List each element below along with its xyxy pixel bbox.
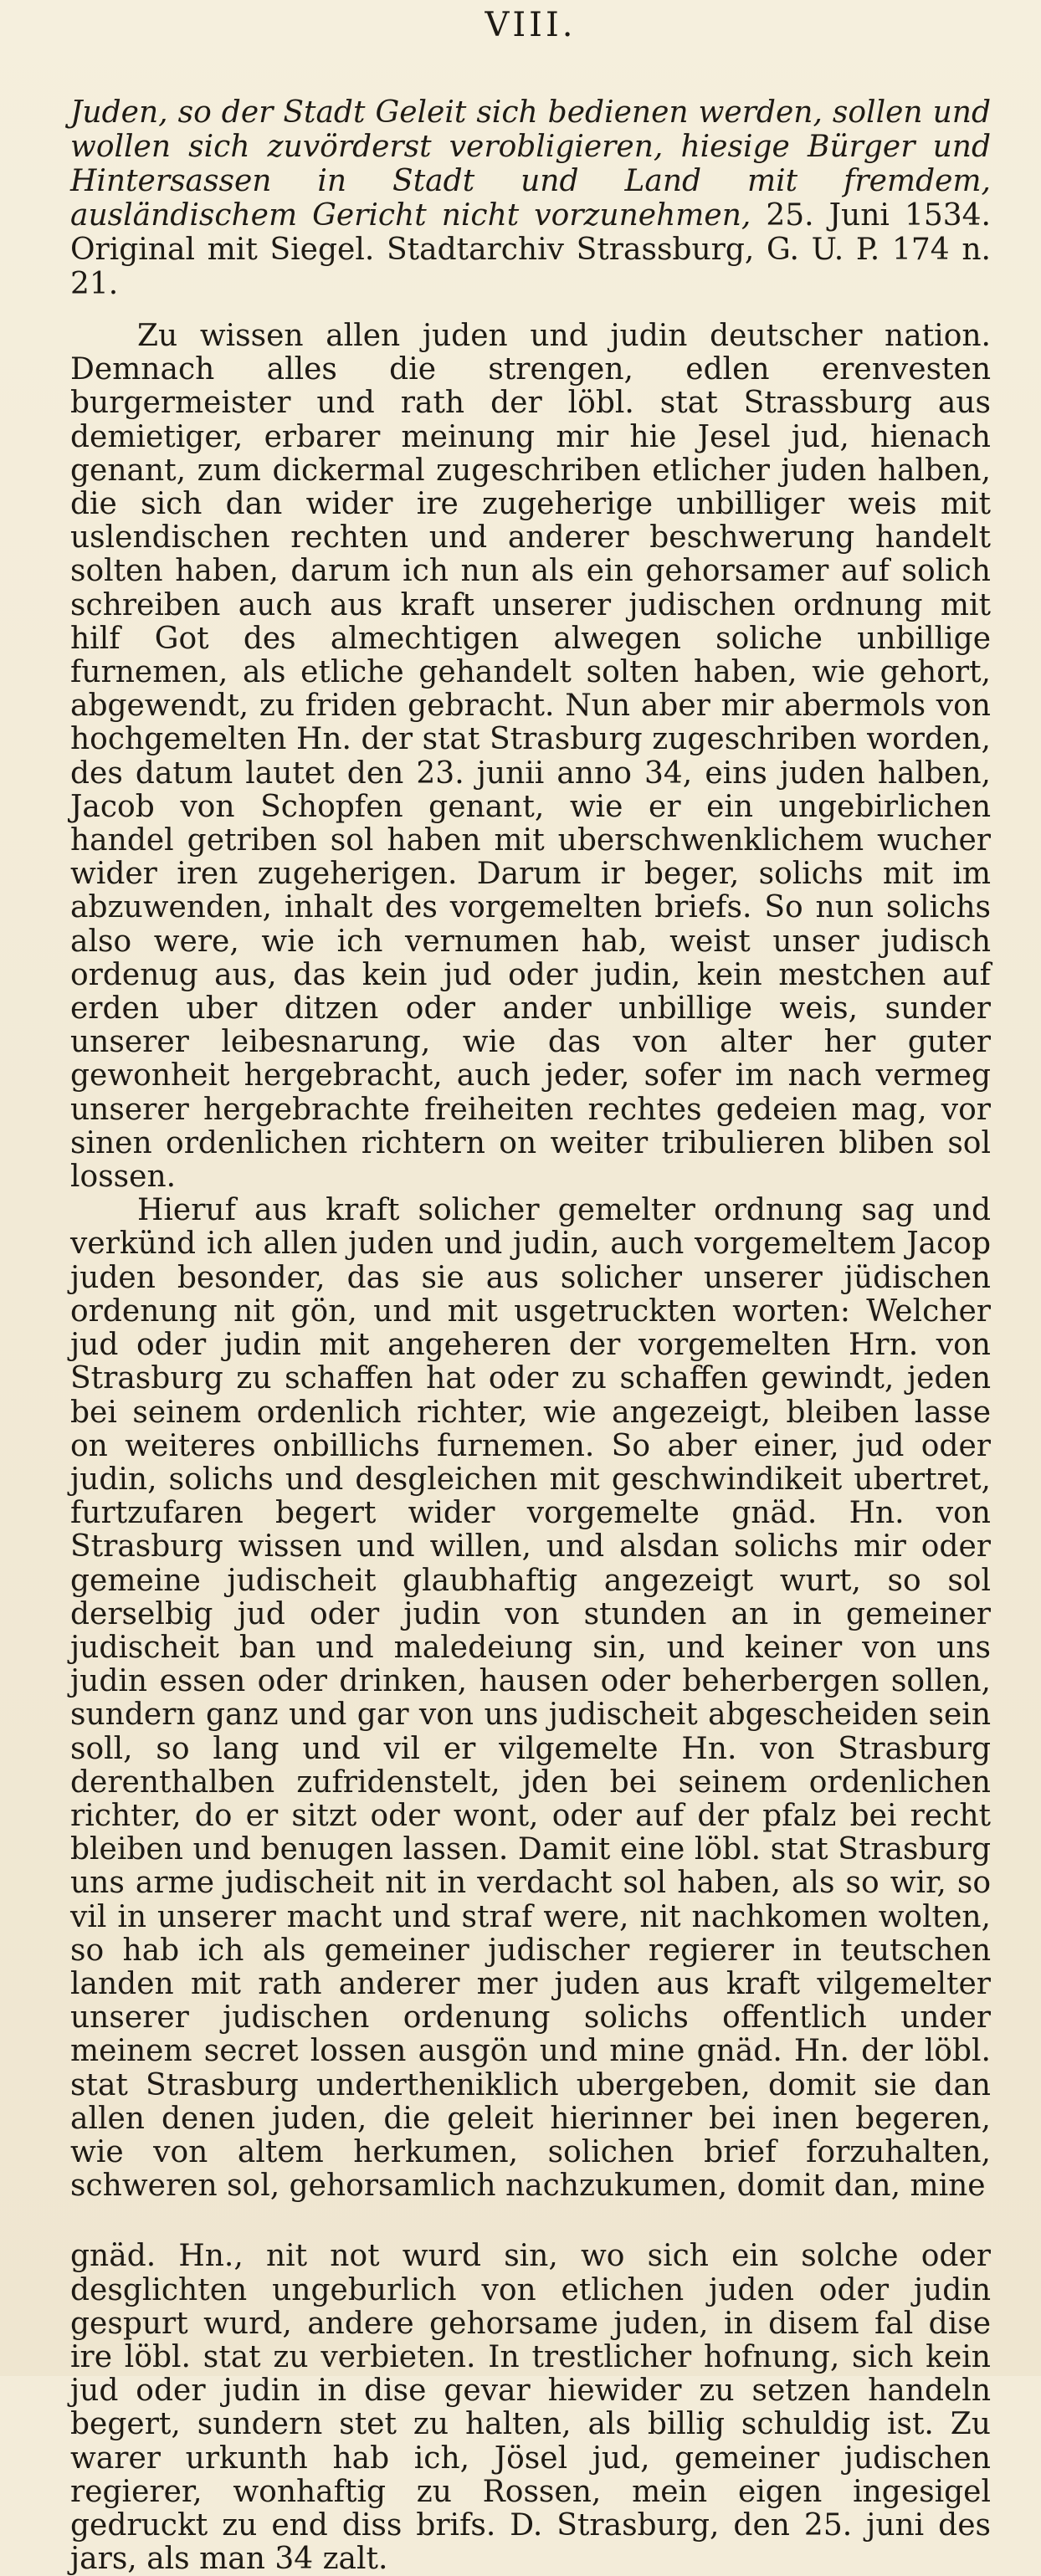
heading-source: 25. Juni 1534. Original mit Siegel. Stadtarchiv Strassburg, G. U. P. 174 n. 21. [70, 198, 991, 301]
document-body [70, 320, 991, 2576]
paragraph-1: Zu wissen allen juden und judin deutscher nation. Demnach alles die strengen, edlen erenvesten burgermeister und rath der löbl. stat Strassburg aus demietiger, erbarer meinung mir hie Jesel jud, hienach genant, zum dickermal zugeschriben etlicher juden halben, die sich dan wider ire zugeherige unbilliger weis mit uslendischen rechten und anderer beschwerung handelt solten haben, darum ich nun als ein gehorsamer auf solich schreiben auch aus kraft unserer judischen ordnung mit hilf Got des almechtigen alwegen soliche unbillige furnemen, als etliche gehandelt solten haben, wie gehort, abgewendt, zu friden gebracht. Nun aber mir abermols von hochgemelten Hn. der stat Strasburg zugeschriben worden, des datum lautet den 23. junii anno 34, eins juden halben, Jacob von Schopfen genant, wie er ein ungebirlichen handel getriben sol haben mit uberschwenklichem wucher wider iren zugeherigen. Darum ir beger, solichs mit im abzuwenden, inhalt des vorgemelten briefs. So nun solichs also were, wie ich vernumen hab, weist unser judisch ordenug aus, das kein jud oder judin, kein mestchen auf erden uber ditzen oder ander unbillige weis, sunder unserer leibesnarung, wie das von alter her guter gewonheit hergebracht, auch jeder, sofer im nach vermeg unserer hergebrachte freiheiten rechtes gedeien mag, vor sinen ordenlichen richtern on weiter tribulieren bliben sol lossen. [70, 319, 991, 1195]
heading-title: Juden, so der Stadt Geleit sich bedienen werden, sollen und wollen sich zuvörderst verobligieren, hiesige Bürger und Hintersassen in Stadt und Land mit fremdem, ausländischem Gericht nicht vorzunehmen, [70, 95, 991, 233]
document-heading [70, 95, 991, 301]
paragraph-3: gnäd. Hn., nit not wurd sin, wo sich ein solche oder desglichten ungeburlich von etlichen juden oder judin gespurt wurd, andere gehorsame juden, in disem fal dise ire löbl. stat zu verbieten. In trestlicher hofnung, sich kein jud oder judin in dise gevar hiewider zu setzen handeln begert, sundern stet zu halten, als billig schuldig ist. Zu warer urkunth hab ich, Jösel jud, gemeiner judischen regierer, wonhaftig zu Rossen, mein eigen ingesigel gedruckt zu end diss brifs. D. Strasburg, den 25. juni des jars, als man 34 zalt. [70, 2239, 991, 2576]
chapter-number: VIII. [485, 6, 577, 44]
paragraph-2: Hieruf aus kraft solicher gemelter ordnung sag und verkünd ich allen juden und judin, auch vorgemeltem Jacop juden besonder, das sie aus solicher unserer jüdischen ordenung nit gön, und mit usgetruckten worten: Welcher jud oder judin mit angeheren der vorgemelten Hrn. von Strasburg zu schaffen hat oder zu schaffen gewindt, jeden bei seinem ordenlich richter, wie angezeigt, bleiben lasse on weiteres onbillichs furnemen. So aber einer, jud oder judin, solichs und desgleichen mit geschwindikeit ubertret, furtzufaren begert wider vorgemelte gnäd. Hn. von Strasburg wissen und willen, und alsdan solichs mir oder gemeine judischeit glaubhaftig angezeigt wurt, so sol derselbig jud oder judin von stunden an in gemeiner judischeit ban und maledeiung sin, und keiner von uns judin essen oder drinken, hausen oder beherbergen sollen, sundern ganz und gar von uns judischeit abgescheiden sein soll, so lang und vil er vilgemelte Hn. von Strasburg derenthalben zufridenstelt, jden bei seinem ordenlichen richter, do er sitzt oder wont, oder auf der pfalz bei recht bleiben und benugen lassen. Damit eine löbl. stat Strasburg uns arme judischeit nit in verdacht sol haben, als so wir, so vil in unserer macht und straf were, nit nachkomen wolten, so hab ich als gemeiner judischer regierer in teutschen landen mit rath anderer mer juden aus kraft vilgemelter unserer judischen ordenung solichs offentlich under meinem secret lossen ausgön und mine gnäd. Hn. der löbl. stat Strasburg undertheniklich ubergeben, domit sie dan allen denen juden, die geleit hierinner bei inen begeren, wie von altem herkumen, solichen brief forzuhalten, schweren sol, gehorsamlich nachzukumen, domit dan, mine [70, 1193, 991, 2204]
